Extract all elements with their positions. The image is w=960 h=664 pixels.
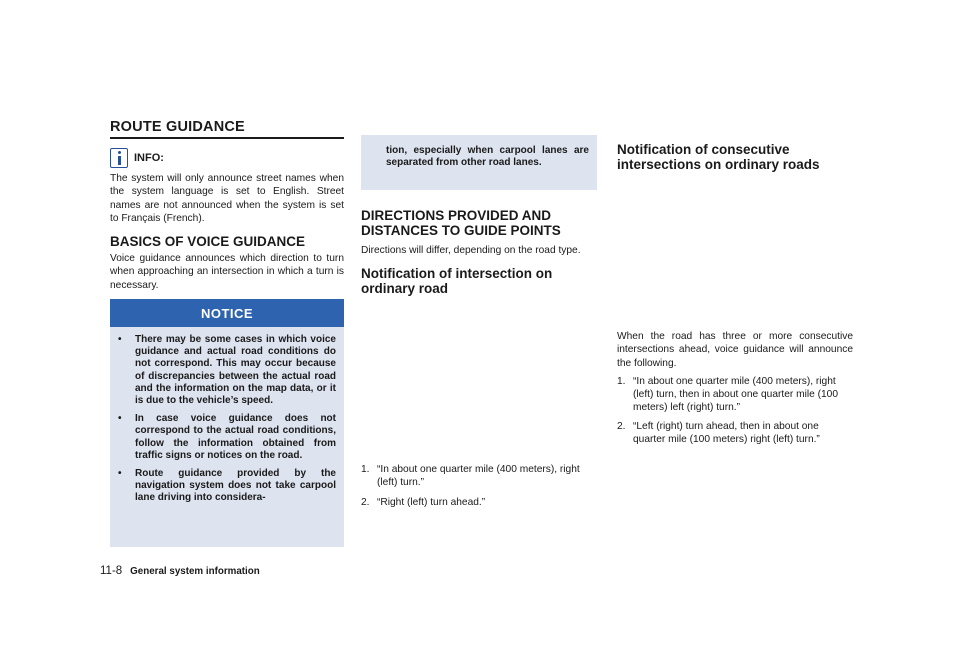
basics-section [110, 234, 344, 292]
list-item: 2. “Right (left) turn ahead.” [361, 496, 486, 508]
notice-item: • Route guidance provided by the navigation system does not take carpool lane driving into considera- [118, 468, 336, 504]
consecutive-heading: Notification of consecutive intersections on ordinary roads [617, 142, 820, 172]
notice-item: • There may be some cases in which voice guidance and actual road conditions do not correspond. This may occur because of discrepancies between the actual road and the information on the map data, or it is due to the vehicle’s speed. [118, 334, 336, 407]
notice-continuation-box [361, 135, 597, 190]
page-footer [100, 565, 260, 577]
info-text: The system will only announce street names when the system language is set to English. Street names are not announced when the system is set to Français (French). [110, 173, 344, 224]
consecutive-body [617, 330, 853, 446]
list-item: 2. “Left (right) turn ahead, then in about one quarter mile (100 meters) right (left) turn.” [617, 420, 820, 446]
page-number: 11-8 [100, 565, 123, 577]
ordinary-heading: Notification of intersection on ordinary road [361, 266, 553, 297]
section-title: ROUTE GUIDANCE [110, 119, 344, 139]
notice-heading: NOTICE [110, 299, 344, 327]
info-label: INFO: [134, 152, 164, 164]
list-item: 1. “In about one quarter mile (400 meters), right (left) turn.” [361, 464, 580, 489]
consecutive-heading-block [617, 142, 853, 172]
directions-section [361, 208, 597, 296]
directions-text: Directions will differ, depending on the road type. [361, 245, 581, 256]
directions-heading: DIRECTIONS PROVIDED AND DISTANCES TO GUIDE POINTS [361, 208, 561, 238]
list-item: 1. “In about one quarter mile (400 meters), right (left) turn, then in about one quarter mile (100 meters) left (right) turn.” [617, 375, 838, 414]
notice-item: • In case voice guidance does not correspond to the actual road conditions, follow the information obtained from traffic signs or notices on the road. [118, 413, 336, 461]
basics-text: Voice guidance announces which direction to turn when approaching an intersection in which a turn is necessary. [110, 253, 344, 291]
basics-heading: BASICS OF VOICE GUIDANCE [110, 234, 306, 249]
info-icon [110, 148, 128, 168]
footer-title: General system information [130, 566, 260, 577]
info-body [110, 172, 344, 225]
notice-continuation: tion, especially when carpool lanes are separated from other road lanes. [386, 145, 589, 169]
notice-box [110, 299, 344, 547]
consecutive-text: When the road has three or more consecutive intersections ahead, voice guidance will announce the following. [617, 331, 853, 369]
info-header [110, 148, 164, 168]
ordinary-list [361, 463, 597, 509]
